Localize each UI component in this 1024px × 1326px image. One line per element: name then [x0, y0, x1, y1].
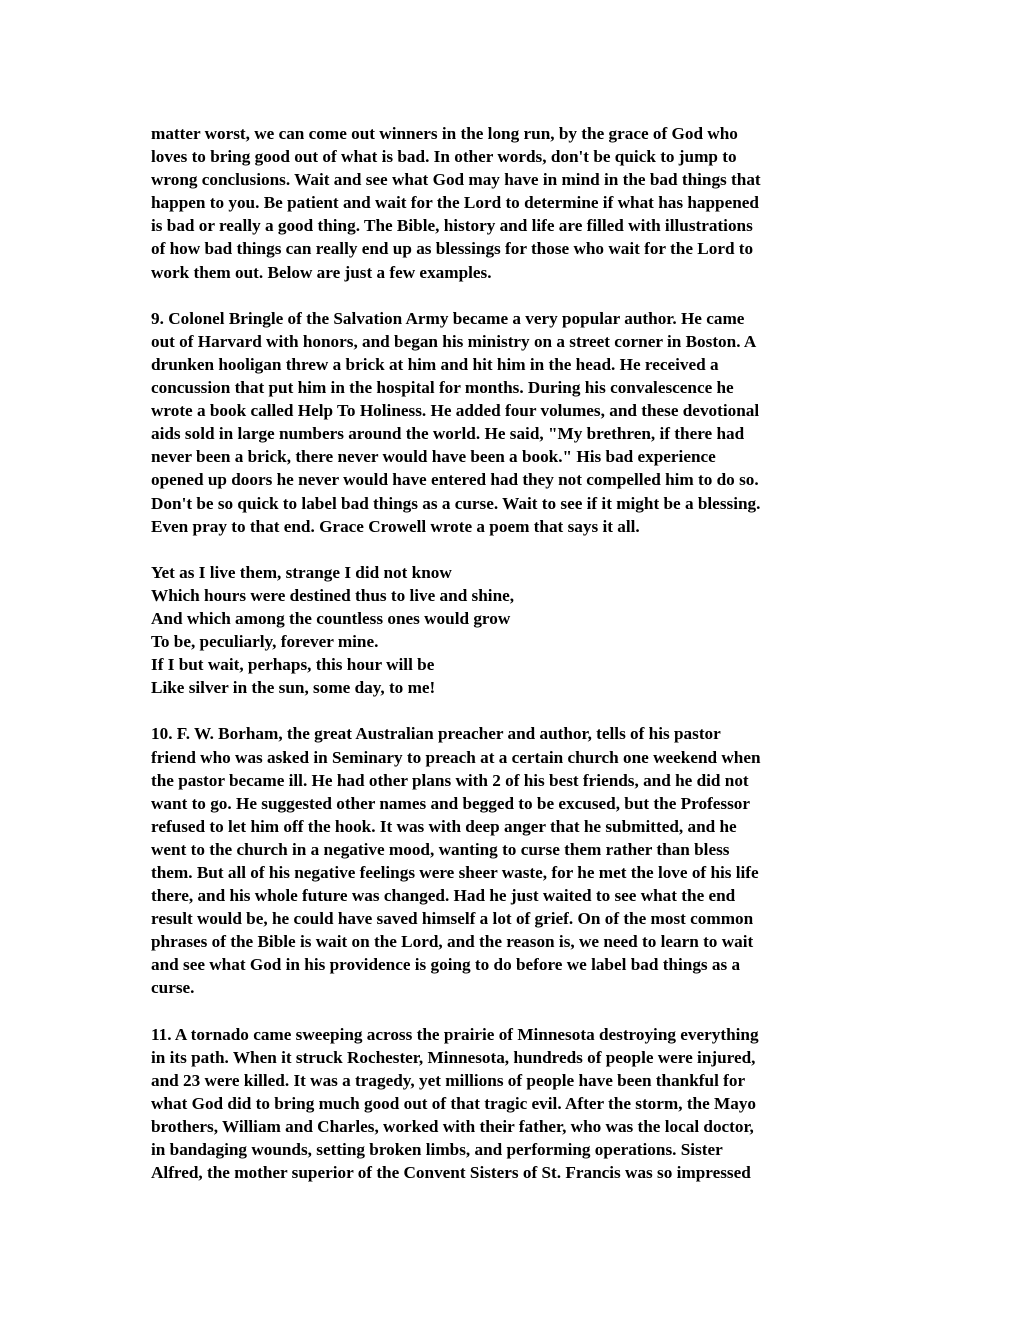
- paragraph-item-9: [151, 307, 881, 538]
- text-line: in its path. When it struck Rochester, Minnesota, hundreds of people were injured,: [151, 1047, 756, 1067]
- document-body: [151, 122, 881, 1207]
- text-line: 11. A tornado came sweeping across the prairie of Minnesota destroying everything: [151, 1024, 759, 1044]
- text-line: happen to you. Be patient and wait for the Lord to determine if what has happened: [151, 193, 759, 213]
- paragraph-item-11: [151, 1023, 881, 1185]
- paragraph-poem: [151, 561, 881, 700]
- text-line: phrases of the Bible is wait on the Lord, and the reason is, we need to learn to wait: [151, 932, 754, 952]
- text-line: wrote a book called Help To Holiness. He added four volumes, and these devotional: [151, 401, 760, 421]
- text-line: loves to bring good out of what is bad. In other words, don't be quick to jump to: [151, 147, 737, 167]
- text-line: Which hours were destined thus to live and shine,: [151, 585, 515, 605]
- text-line: result would be, he could have saved himself a lot of grief. On of the most common: [151, 909, 754, 929]
- text-line: is bad or really a good thing. The Bible, history and life are filled with illustrations: [151, 216, 753, 236]
- text-line: aids sold in large numbers around the world. He said, "My brethren, if there had: [151, 424, 745, 444]
- text-line: there, and his whole future was changed. Had he just waited to see what the end: [151, 886, 736, 906]
- text-line: Yet as I live them, strange I did not know: [151, 562, 452, 582]
- text-line: matter worst, we can come out winners in the long run, by the grace of God who: [151, 124, 738, 143]
- text-line: And which among the countless ones would grow: [151, 608, 511, 628]
- text-line: want to go. He suggested other names and begged to be excused, but the Professor: [151, 793, 750, 813]
- text-line: friend who was asked in Seminary to preach at a certain church one weekend when: [151, 747, 761, 767]
- text-line: If I but wait, perhaps, this hour will be: [151, 655, 435, 675]
- text-line: 10. F. W. Borham, the great Australian preacher and author, tells of his pastor: [151, 724, 721, 744]
- text-line: work them out. Below are just a few examples.: [151, 262, 492, 282]
- text-line: and see what God in his providence is going to do before we label bad things as a: [151, 955, 741, 975]
- text-line: Don't be so quick to label bad things as a curse. Wait to see if it might be a blessing.: [151, 493, 761, 513]
- text-line: out of Harvard with honors, and began his ministry on a street corner in Boston. A: [151, 331, 757, 351]
- text-line: curse.: [151, 978, 195, 998]
- text-line: of how bad things can really end up as blessings for those who wait for the Lord to: [151, 239, 754, 259]
- text-line: in bandaging wounds, setting broken limbs, and performing operations. Sister: [151, 1140, 723, 1160]
- text-line: Like silver in the sun, some day, to me!: [151, 678, 436, 698]
- text-line: them. But all of his negative feelings were sheer waste, for he met the love of his life: [151, 863, 759, 882]
- text-line: brothers, William and Charles, worked with their father, who was the local doctor,: [151, 1117, 754, 1137]
- text-line: drunken hooligan threw a brick at him and hit him in the head. He received a: [151, 354, 719, 374]
- text-line: 9. Colonel Bringle of the Salvation Army became a very popular author. He came: [151, 308, 745, 328]
- text-line: concussion that put him in the hospital for months. During his convalescence he: [151, 378, 734, 398]
- paragraph-intro: [151, 122, 881, 284]
- text-line: To be, peculiarly, forever mine.: [151, 632, 379, 652]
- text-line: never been a brick, there never would have been a book." His bad experience: [151, 447, 716, 467]
- text-line: opened up doors he never would have entered had they not compelled him to do so.: [151, 470, 759, 490]
- text-line: what God did to bring much good out of that tragic evil. After the storm, the Mayo: [151, 1093, 757, 1113]
- text-line: the pastor became ill. He had other plans with 2 of his best friends, and he did not: [151, 770, 749, 790]
- text-line: refused to let him off the hook. It was with deep anger that he submitted, and he: [151, 816, 737, 836]
- text-line: Alfred, the mother superior of the Convent Sisters of St. Francis was so impressed: [151, 1163, 751, 1183]
- text-line: wrong conclusions. Wait and see what God may have in mind in the bad things that: [151, 170, 761, 190]
- paragraph-item-10: [151, 722, 881, 999]
- text-line: Even pray to that end. Grace Crowell wrote a poem that says it all.: [151, 516, 640, 536]
- text-line: went to the church in a negative mood, wanting to curse them rather than bless: [151, 839, 730, 859]
- text-line: and 23 were killed. It was a tragedy, yet millions of people have been thankful for: [151, 1070, 746, 1090]
